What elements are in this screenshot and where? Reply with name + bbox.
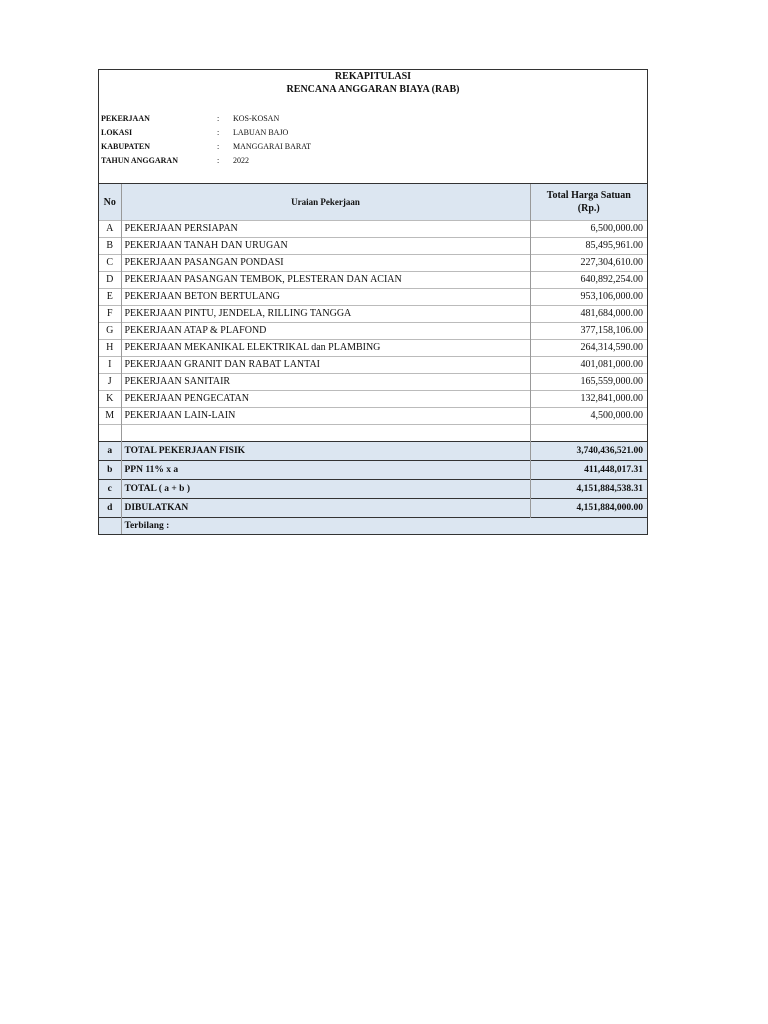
row-no: D bbox=[99, 272, 121, 289]
row-no: K bbox=[99, 391, 121, 408]
table-row bbox=[99, 238, 647, 255]
row-no: C bbox=[99, 255, 121, 272]
info-key: PEKERJAAN bbox=[101, 114, 150, 123]
row-value: 6,500,000.00 bbox=[530, 221, 647, 238]
row-value: 85,495,961.00 bbox=[530, 238, 647, 255]
summary-value: 4,151,884,538.31 bbox=[530, 480, 647, 499]
info-value: MANGGARAI BARAT bbox=[233, 142, 312, 151]
row-no: H bbox=[99, 340, 121, 357]
row-description: PEKERJAAN SANITAIR bbox=[121, 374, 530, 391]
summary-row bbox=[99, 442, 647, 461]
row-description: PEKERJAAN LAIN-LAIN bbox=[121, 408, 530, 425]
row-no: A bbox=[99, 221, 121, 238]
row-description: PEKERJAAN GRANIT DAN RABAT LANTAI bbox=[121, 357, 530, 374]
rab-sheet bbox=[98, 69, 648, 535]
info-value: LABUAN BAJO bbox=[233, 128, 289, 137]
summary-description: TOTAL PEKERJAAN FISIK bbox=[121, 442, 530, 461]
table-header-row bbox=[99, 184, 647, 221]
summary-description: DIBULATKAN bbox=[121, 499, 530, 518]
terbilang-blank bbox=[99, 518, 121, 535]
row-no: G bbox=[99, 323, 121, 340]
row-no: F bbox=[99, 306, 121, 323]
blank-cell bbox=[121, 425, 530, 442]
row-no: J bbox=[99, 374, 121, 391]
row-no: M bbox=[99, 408, 121, 425]
document-header bbox=[99, 70, 647, 184]
row-value: 4,500,000.00 bbox=[530, 408, 647, 425]
row-description: PEKERJAAN MEKANIKAL ELEKTRIKAL dan PLAMBING bbox=[121, 340, 530, 357]
table-row bbox=[99, 357, 647, 374]
info-separator: : bbox=[217, 128, 220, 137]
row-value: 401,081,000.00 bbox=[530, 357, 647, 374]
blank-row bbox=[99, 425, 647, 442]
table-row bbox=[99, 374, 647, 391]
blank-cell bbox=[99, 425, 121, 442]
summary-description: TOTAL ( a + b ) bbox=[121, 480, 530, 499]
table-row bbox=[99, 272, 647, 289]
table-row bbox=[99, 255, 647, 272]
summary-row bbox=[99, 499, 647, 518]
summary-value: 411,448,017.31 bbox=[530, 461, 647, 480]
info-row-kabupaten bbox=[101, 142, 311, 156]
summary-no: a bbox=[99, 442, 121, 461]
summary-value: 3,740,436,521.00 bbox=[530, 442, 647, 461]
row-description: PEKERJAAN PASANGAN PONDASI bbox=[121, 255, 530, 272]
table-row bbox=[99, 340, 647, 357]
info-row-pekerjaan bbox=[101, 114, 311, 128]
row-value: 227,304,610.00 bbox=[530, 255, 647, 272]
row-description: PEKERJAAN PASANGAN TEMBOK, PLESTERAN DAN ACIAN bbox=[121, 272, 530, 289]
summary-no: c bbox=[99, 480, 121, 499]
header-uraian: Uraian Pekerjaan bbox=[121, 184, 530, 221]
info-separator: : bbox=[217, 142, 220, 151]
row-value: 377,158,106.00 bbox=[530, 323, 647, 340]
document-subtitle: RENCANA ANGGARAN BIAYA (RAB) bbox=[286, 84, 460, 95]
table-row bbox=[99, 289, 647, 306]
row-value: 640,892,254.00 bbox=[530, 272, 647, 289]
project-info bbox=[101, 114, 311, 170]
info-row-lokasi bbox=[101, 128, 311, 142]
row-no: I bbox=[99, 357, 121, 374]
row-value: 481,684,000.00 bbox=[530, 306, 647, 323]
info-key: TAHUN ANGGARAN bbox=[101, 156, 178, 165]
summary-description: PPN 11% x a bbox=[121, 461, 530, 480]
row-description: PEKERJAAN PENGECATAN bbox=[121, 391, 530, 408]
info-value: 2022 bbox=[233, 156, 249, 165]
summary-row bbox=[99, 461, 647, 480]
row-value: 132,841,000.00 bbox=[530, 391, 647, 408]
row-description: PEKERJAAN PINTU, JENDELA, RILLING TANGGA bbox=[121, 306, 530, 323]
blank-cell bbox=[530, 425, 647, 442]
row-no: B bbox=[99, 238, 121, 255]
info-key: LOKASI bbox=[101, 128, 133, 137]
summary-value: 4,151,884,000.00 bbox=[530, 499, 647, 518]
row-description: PEKERJAAN TANAH DAN URUGAN bbox=[121, 238, 530, 255]
info-key: KABUPATEN bbox=[101, 142, 151, 151]
row-description: PEKERJAAN BETON BERTULANG bbox=[121, 289, 530, 306]
table-row bbox=[99, 391, 647, 408]
table-row bbox=[99, 306, 647, 323]
info-separator: : bbox=[217, 156, 220, 165]
row-value: 165,559,000.00 bbox=[530, 374, 647, 391]
summary-no: d bbox=[99, 499, 121, 518]
row-description: PEKERJAAN ATAP & PLAFOND bbox=[121, 323, 530, 340]
row-value: 264,314,590.00 bbox=[530, 340, 647, 357]
header-no: No bbox=[99, 184, 121, 221]
info-separator: : bbox=[217, 114, 220, 123]
row-no: E bbox=[99, 289, 121, 306]
terbilang-row bbox=[99, 518, 647, 535]
document-title: REKAPITULASI bbox=[334, 71, 412, 82]
header-total: Total Harga Satuan (Rp.) bbox=[530, 184, 647, 221]
rab-table bbox=[99, 184, 647, 534]
table-row bbox=[99, 221, 647, 238]
info-value: KOS-KOSAN bbox=[233, 114, 280, 123]
row-description: PEKERJAAN PERSIAPAN bbox=[121, 221, 530, 238]
summary-no: b bbox=[99, 461, 121, 480]
summary-row bbox=[99, 480, 647, 499]
row-value: 953,106,000.00 bbox=[530, 289, 647, 306]
info-row-tahun-anggaran bbox=[101, 156, 311, 170]
table-row bbox=[99, 408, 647, 425]
terbilang-label: Terbilang : bbox=[121, 518, 647, 535]
table-row bbox=[99, 323, 647, 340]
